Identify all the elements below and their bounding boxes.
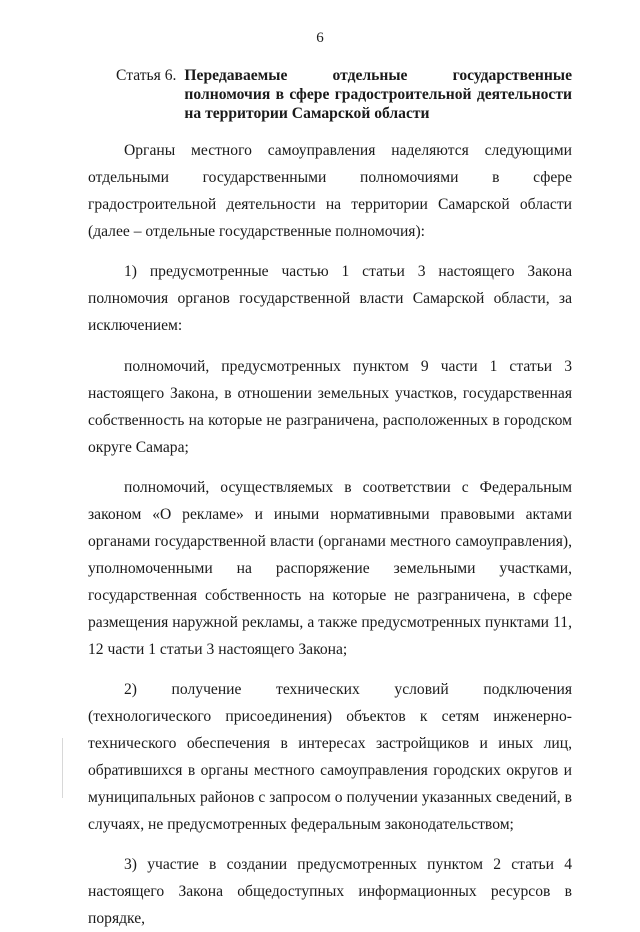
page-number: 6 — [316, 30, 324, 46]
article-title-line-1: Передаваемые отдельные государственные — [184, 67, 572, 84]
article-title — [184, 66, 572, 123]
article-label: Статья 6. — [116, 67, 177, 84]
article-title-line-2: полномочия в сфере градостроительной деятельности — [184, 86, 572, 103]
paragraph-exception-1: полномочий, предусмотренных пунктом 9 части 1 статьи 3 настоящего Закона, в отношении земельных участков, государственная собственность на которые не разграничена, расположенных в городском округе Самара; — [88, 358, 572, 456]
article-title-line-3: на территории Самарской области — [184, 105, 430, 122]
paragraph-intro: Органы местного самоуправления наделяются следующими отдельными государственными полномочиями в сфере градостроительной деятельности на территории Самарской области (далее – отдельные государственные полномочия): — [88, 142, 572, 240]
paragraph-exception-2: полномочий, осуществляемых в соответствии с Федеральным законом «О рекламе» и иными нормативными правовыми актами органами государственной власти (органами местного самоуправления), уполномоченными на распоряжение земельными участками, государственная собственность на которые не разграничена, в сфере размещения наружной рекламы, а также предусмотренных пунктами 11, 12 части 1 статьи 3 настоящего Закона; — [88, 479, 572, 658]
paragraph-item-3: 3) участие в создании предусмотренных пунктом 2 статьи 4 настоящего Закона общедоступных информационных ресурсов в порядке, — [88, 856, 572, 927]
paragraph-item-1: 1) предусмотренные частью 1 статьи 3 настоящего Закона полномочия органов государственной власти Самарской области, за исключением: — [88, 263, 572, 334]
document-body — [88, 66, 572, 932]
paragraph-item-2: 2) получение технических условий подключения (технологического присоединения) объектов к сетям инженерно-технического обеспечения в интересах застройщиков и иных лиц, обратившихся в органы местного самоуправления городских округов и муниципальных районов с запросом о получении указанных сведений, в случаях, не предусмотренных федеральным законодательством; — [88, 681, 572, 833]
margin-line — [62, 738, 63, 798]
article-heading — [88, 66, 572, 123]
